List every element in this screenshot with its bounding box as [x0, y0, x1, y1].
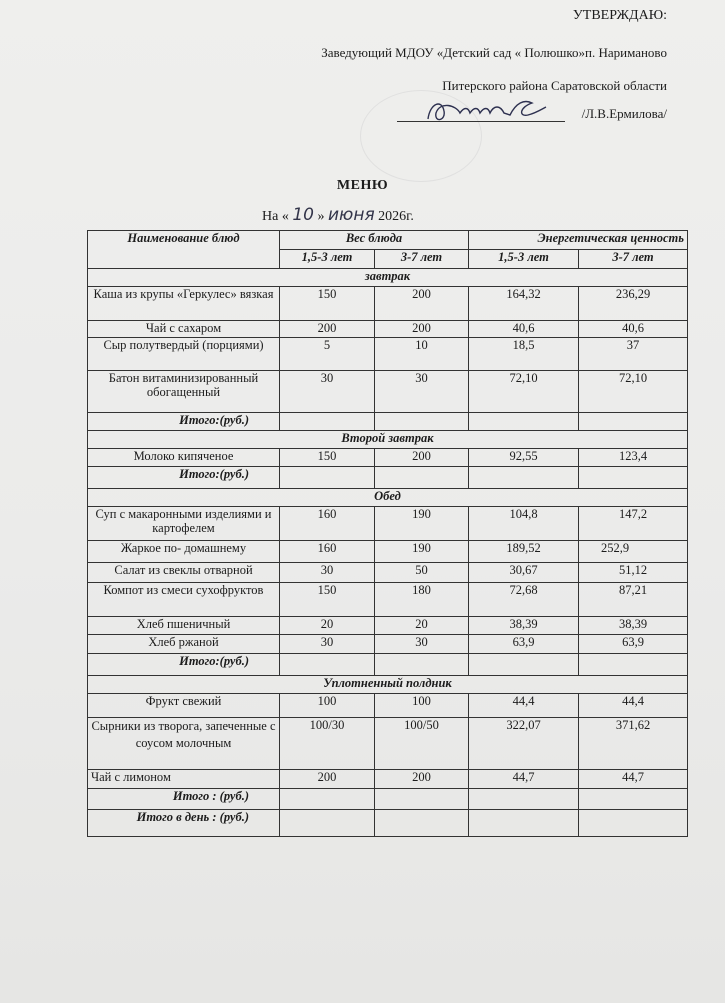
weight-large: 200 — [375, 287, 469, 321]
dish-name: Чай с лимоном — [88, 770, 280, 789]
total-row — [88, 467, 688, 489]
approval-title: УТВЕРЖДАЮ: — [572, 8, 667, 23]
header-energy: Энергетическая ценность — [469, 231, 688, 250]
energy-small: 63,9 — [469, 635, 579, 654]
energy-small: 18,5 — [469, 338, 579, 371]
dish-name: Хлеб ржаной — [88, 635, 280, 654]
energy-large: 72,10 — [579, 371, 688, 413]
table-row — [88, 338, 688, 371]
table-row — [88, 287, 688, 321]
weight-small: 160 — [280, 507, 375, 541]
table-row — [88, 541, 688, 563]
day-total-label: Итого в день : (руб.) — [88, 810, 280, 837]
energy-small: 44,4 — [469, 694, 579, 718]
energy-large: 44,4 — [579, 694, 688, 718]
header-age4: 3-7 лет — [579, 250, 688, 269]
energy-small: 322,07 — [469, 718, 579, 770]
dish-name: Батон витаминизированный обогащенный — [88, 371, 280, 413]
weight-small: 30 — [280, 371, 375, 413]
weight-large: 100 — [375, 694, 469, 718]
weight-large: 50 — [375, 563, 469, 583]
energy-large: 252,9 — [579, 541, 688, 563]
weight-large: 30 — [375, 371, 469, 413]
energy-small: 30,67 — [469, 563, 579, 583]
table-row — [88, 507, 688, 541]
weight-small: 150 — [280, 583, 375, 617]
table-row — [88, 694, 688, 718]
energy-large: 63,9 — [579, 635, 688, 654]
energy-small: 72,68 — [469, 583, 579, 617]
date-day: 10 — [292, 205, 314, 225]
energy-large: 40,6 — [579, 321, 688, 338]
dish-name: Фрукт свежий — [88, 694, 280, 718]
energy-large: 371,62 — [579, 718, 688, 770]
table-row — [88, 449, 688, 467]
energy-small: 38,39 — [469, 617, 579, 635]
energy-small: 72,10 — [469, 371, 579, 413]
approval-line2: Питерского района Саратовской области — [442, 78, 667, 93]
dish-name: Хлеб пшеничный — [88, 617, 280, 635]
weight-large: 190 — [375, 541, 469, 563]
table-row — [88, 635, 688, 654]
dish-name: Салат из свеклы отварной — [88, 563, 280, 583]
section-title: завтрак — [88, 269, 688, 287]
table-row — [88, 563, 688, 583]
table-row — [88, 770, 688, 789]
date-month: июня — [327, 205, 375, 225]
energy-large: 38,39 — [579, 617, 688, 635]
weight-large: 100/50 — [375, 718, 469, 770]
menu-table — [87, 230, 688, 837]
dish-name: Компот из смеси сухофруктов — [88, 583, 280, 617]
energy-large: 44,7 — [579, 770, 688, 789]
energy-large: 123,4 — [579, 449, 688, 467]
weight-small: 100 — [280, 694, 375, 718]
header-age1: 1,5-3 лет — [280, 250, 375, 269]
dish-name: Молоко кипяченое — [88, 449, 280, 467]
total-row — [88, 654, 688, 676]
total-row — [88, 413, 688, 431]
energy-large: 51,12 — [579, 563, 688, 583]
date-mid: » — [317, 209, 325, 224]
dish-name: Суп с макаронными изделиями и картофелем — [88, 507, 280, 541]
weight-small: 30 — [280, 635, 375, 654]
dish-name: Чай с сахаром — [88, 321, 280, 338]
weight-small: 150 — [280, 449, 375, 467]
weight-large: 180 — [375, 583, 469, 617]
energy-large: 37 — [579, 338, 688, 371]
day-total-row — [88, 810, 688, 837]
total-label: Итого:(руб.) — [88, 654, 280, 676]
date-line — [262, 205, 414, 225]
weight-large: 190 — [375, 507, 469, 541]
weight-small: 200 — [280, 321, 375, 338]
dish-name: Сырники из творога, запеченные с соусом молочным — [88, 718, 280, 770]
header-age2: 3-7 лет — [375, 250, 469, 269]
signature-name: /Л.В.Ермилова/ — [581, 106, 667, 121]
total-row — [88, 789, 688, 810]
weight-large: 10 — [375, 338, 469, 371]
header-age3: 1,5-3 лет — [469, 250, 579, 269]
weight-small: 100/30 — [280, 718, 375, 770]
energy-large: 236,29 — [579, 287, 688, 321]
weight-small: 160 — [280, 541, 375, 563]
weight-large: 200 — [375, 321, 469, 338]
dish-name: Сыр полутвердый (порциями) — [88, 338, 280, 371]
energy-small: 104,8 — [469, 507, 579, 541]
energy-small: 92,55 — [469, 449, 579, 467]
total-label: Итого:(руб.) — [88, 413, 280, 431]
total-label: Итого:(руб.) — [88, 467, 280, 489]
date-prefix: На « — [262, 209, 289, 224]
menu-title: МЕНЮ — [336, 178, 389, 193]
energy-large: 147,2 — [579, 507, 688, 541]
approval-line1: Заведующий МДОУ «Детский сад « Полюшко»п. Нариманово — [321, 45, 667, 60]
signature-image — [420, 93, 550, 129]
weight-large: 30 — [375, 635, 469, 654]
weight-large: 200 — [375, 770, 469, 789]
section-title: Уплотненный полдник — [88, 676, 688, 694]
table-row — [88, 718, 688, 770]
dish-name: Каша из крупы «Геркулес» вязкая — [88, 287, 280, 321]
weight-small: 30 — [280, 563, 375, 583]
section-title: Обед — [88, 489, 688, 507]
weight-large: 200 — [375, 449, 469, 467]
energy-large: 87,21 — [579, 583, 688, 617]
table-row — [88, 321, 688, 338]
weight-small: 150 — [280, 287, 375, 321]
energy-small: 44,7 — [469, 770, 579, 789]
weight-small: 200 — [280, 770, 375, 789]
header-name: Наименование блюд — [88, 231, 280, 269]
dish-name: Жаркое по- домашнему — [88, 541, 280, 563]
weight-large: 20 — [375, 617, 469, 635]
energy-small: 164,32 — [469, 287, 579, 321]
section-title: Второй завтрак — [88, 431, 688, 449]
total-label: Итого : (руб.) — [88, 789, 280, 810]
table-row — [88, 371, 688, 413]
table-row — [88, 617, 688, 635]
energy-small: 189,52 — [469, 541, 579, 563]
date-year: 2026г. — [378, 209, 414, 224]
table-row — [88, 583, 688, 617]
weight-small: 20 — [280, 617, 375, 635]
energy-small: 40,6 — [469, 321, 579, 338]
weight-small: 5 — [280, 338, 375, 371]
header-weight: Вес блюда — [280, 231, 469, 250]
